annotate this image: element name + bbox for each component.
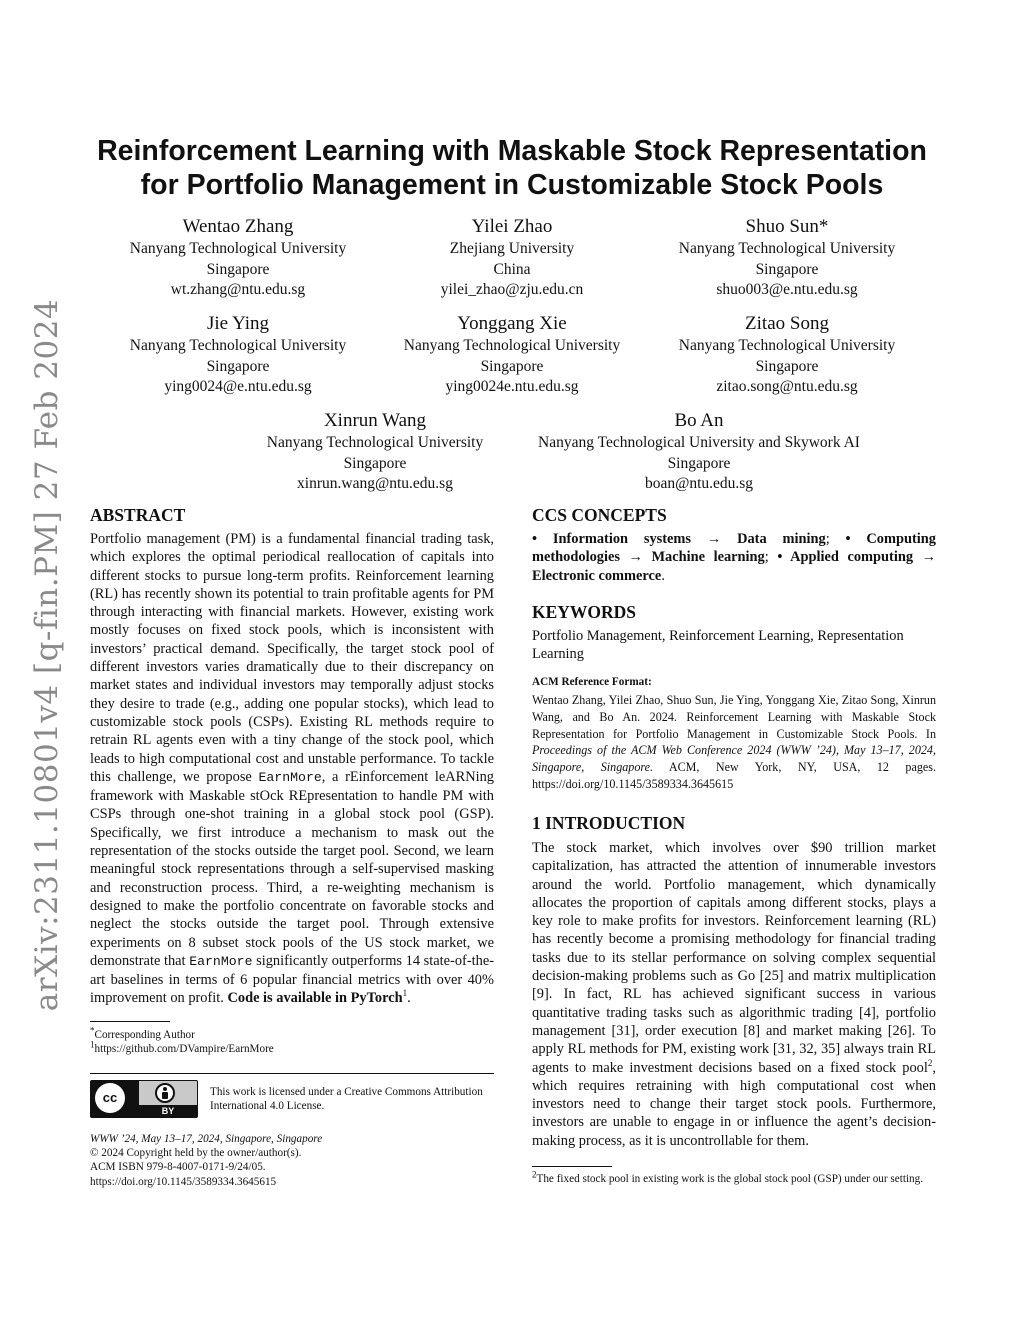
- author-email: xinrun.wang@ntu.edu.sg: [297, 475, 453, 492]
- method-name: EarnMore: [189, 953, 253, 969]
- license-text: This work is licensed under a Creative Commons Attribution International 4.0 License.: [210, 1086, 483, 1113]
- method-name: EarnMore: [258, 769, 322, 785]
- author-email: shuo003@e.ntu.edu.sg: [716, 281, 858, 298]
- footnote-fixed-stock-pool: $^2$The fixed stock pool in existing work is the global stock pool (GSP) under our setting.: [532, 1169, 924, 1185]
- author-block: [362, 313, 662, 398]
- author-block: [225, 410, 525, 495]
- keywords-heading: KEYWORDS: [532, 602, 637, 622]
- author-affiliation: Nanyang Technological University: [129, 337, 347, 354]
- by-label: BY: [161, 1106, 175, 1116]
- isbn: ACM ISBN 979-8-4007-0171-9/24/05.: [90, 1161, 266, 1174]
- author-affiliation: Nanyang Technological University: [266, 434, 484, 451]
- author-affiliation: Nanyang Technological University: [129, 240, 347, 257]
- cc-icon: cc: [95, 1083, 125, 1113]
- author-affiliation: Nanyang Technological University: [403, 337, 621, 354]
- author-name: Shuo Sun*: [745, 216, 829, 237]
- ccs-text: • Information systems → Data mining; • Computing methodologies → Machine learning; • Applied computing → Electronic commerce.: [532, 531, 936, 584]
- footnote-url: $^1$https://github.com/DVampire/EarnMore: [90, 1039, 274, 1055]
- publication-info: [90, 1132, 494, 1189]
- author-affiliation: Nanyang Technological University: [678, 337, 896, 354]
- venue: WWW ’24, May 13–17, 2024, Singapore, Singapore: [90, 1133, 323, 1145]
- attribution-person-icon: [155, 1083, 175, 1103]
- doi-link[interactable]: https://doi.org/10.1145/3589334.3645615: [90, 1175, 277, 1188]
- author-email: wt.zhang@ntu.edu.sg: [170, 281, 306, 298]
- arxiv-id: arXiv:2311.10801v4 [q-fin.PM] 27 Feb 2024: [29, 298, 65, 1012]
- author-name: Jie Ying: [206, 313, 270, 334]
- introduction-text: The stock market, which involves over $90 trillion market capitalization, has attracted the attention of innumerable investors around the world. Portfolio management, which dynamically allocates the proportion of capitals among different stocks, plays a key role to make profits for investors. Reinforcement learning (RL) has recently become a promising methodology for financial trading tasks due to its stellar performance on solving complex sequential decision-making problems such as Go [25] and matrix multiplication [9]. In fact, RL has achieved significant success in various quantitative trading tasks such as algorithmic trading [4], portfolio management [31], order execution [8] and market making [26]. To apply RL methods for PM, existing work [31, 32, 35] always train RL agents to make investment decisions based on a fixed stock pool$^2$, which requires retraining with high computational cost when investors need to change their target stock pools. Furthermore, investors are unable to engage in or influence the agent’s decision-making process, as it is uncontrollable for them.: [532, 840, 936, 1149]
- introduction-heading: 1 INTRODUCTION: [532, 813, 686, 833]
- author-location: Singapore: [755, 260, 819, 278]
- author-block: [509, 410, 889, 495]
- author-name: Yonggang Xie: [457, 313, 567, 334]
- author-location: Singapore: [206, 357, 270, 375]
- author-name: Yilei Zhao: [471, 216, 553, 237]
- ccs-heading: CCS CONCEPTS: [532, 505, 667, 525]
- author-name: Xinrun Wang: [323, 410, 427, 431]
- copyright: © 2024 Copyright held by the owner/author(s).: [90, 1147, 302, 1160]
- github-link[interactable]: https://github.com/DVampire/EarnMore: [94, 1043, 274, 1055]
- author-location: Singapore: [343, 454, 407, 472]
- author-affiliation: Nanyang Technological University: [678, 240, 896, 257]
- keywords-text: Portfolio Management, Reinforcement Learning, Representation Learning: [532, 628, 904, 663]
- author-location: Singapore: [206, 260, 270, 278]
- author-block: [637, 216, 937, 301]
- author-email: zitao.song@ntu.edu.sg: [716, 378, 858, 395]
- author-affiliation: Nanyang Technological University and Skywork AI: [538, 434, 860, 451]
- paper-title: Reinforcement Learning with Maskable Stock Representation for Portfolio Management in Customizable Stock Pools: [97, 135, 927, 201]
- author-block: [88, 313, 388, 398]
- author-email: boan@ntu.edu.sg: [644, 475, 754, 492]
- author-email: ying0024@e.ntu.edu.sg: [164, 378, 312, 395]
- author-affiliation: Zhejiang University: [449, 240, 575, 257]
- author-email: yilei_zhao@zju.edu.cn: [440, 281, 584, 298]
- cc-by-badge[interactable]: [90, 1080, 198, 1118]
- author-email: ying0024e.ntu.edu.sg: [445, 378, 579, 395]
- author-location: Singapore: [667, 454, 731, 472]
- license-rule: [90, 1073, 494, 1074]
- author-name: Zitao Song: [745, 313, 829, 334]
- acm-reference-heading: ACM Reference Format:: [532, 676, 652, 688]
- author-name: Bo An: [674, 410, 724, 431]
- acm-reference-text: Wentao Zhang, Yilei Zhao, Shuo Sun, Jie Ying, Yonggang Xie, Zitao Song, Xinrun Wang, and Bo An. 2024. Reinforcement Learning with Maskable Stock Representation for Portfolio Management in Customizable Stock Pools. In Proceedings of the ACM Web Conference 2024 (WWW ’24), May 13–17, 2024, Singapore, Singapore. ACM, New York, NY, USA, 12 pages. https://doi.org/10.1145/3589334.3645615: [532, 693, 936, 791]
- code-availability: Code is available in PyTorch: [227, 990, 403, 1007]
- abstract-heading: ABSTRACT: [90, 505, 186, 525]
- author-name: Wentao Zhang: [182, 216, 294, 237]
- footnote-corresponding: *Corresponding Author: [90, 1025, 195, 1041]
- author-block: [88, 216, 388, 301]
- author-block: [362, 216, 662, 301]
- author-location: China: [493, 260, 531, 278]
- footnote-rule: [532, 1166, 612, 1167]
- footnote-rule: [90, 1021, 170, 1022]
- arxiv-stamp: [24, 298, 70, 1012]
- author-location: Singapore: [480, 357, 544, 375]
- author-location: Singapore: [755, 357, 819, 375]
- author-block: [637, 313, 937, 398]
- abstract-text: Portfolio management (PM) is a fundamental financial trading task, which explores the optimal periodical reallocation of capitals into different stocks to pursue long-term profits. Reinforcement learning (RL) has recently shown its potential to train profitable agents for PM through interacting with financial markets. However, existing work mostly focuses on fixed stock pools, which is inconsistent with investors’ practical demand. Specifically, the target stock pool of different investors varies dramatically due to their discrepancy on market states and individual investors may temporally adjust stocks they desire to trade (e.g., adding one popular stocks), which lead to customizable stock pools (CSPs). Existing RL methods require to retrain RL agents even with a tiny change of the stock pool, which leads to high computational cost and unstable performance. To tackle this challenge, we propose EarnMore, a rEinforcement leARNing framework with Maskable stOck REpresentation to handle PM with CSPs through one-shot training in a global stock pool (GSP). Specifically, we first introduce a mechanism to mask out the representation of the stocks outside the target pool. Second, we learn meaningful stock representations through a self-supervised masking and reconstruction process. Third, a re-weighting mechanism is designed to make the portfolio concentrate on favorable stocks and neglect the stocks outside the target pool. Through extensive experiments on 8 subset stock pools of the US stock market, we demonstrate that EarnMore significantly outperforms 14 state-of-the-art baselines in terms of 6 popular financial metrics with over 40% improvement on profit. Code is available in PyTorch$^1$.: [90, 531, 494, 1007]
